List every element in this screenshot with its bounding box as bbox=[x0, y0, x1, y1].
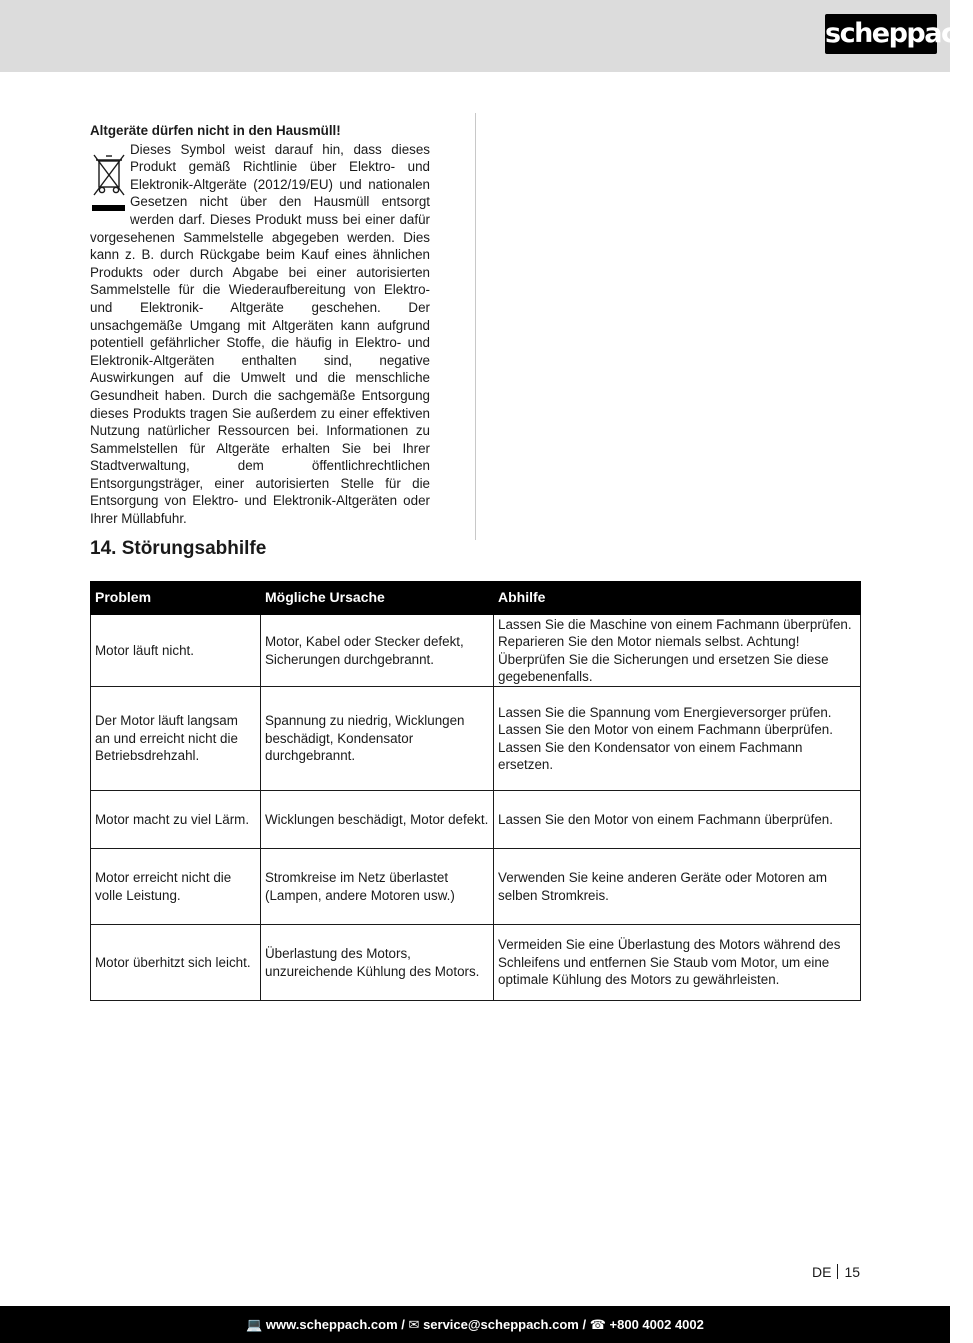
column-header-cause: Mögliche Ursache bbox=[261, 582, 494, 615]
page-number-divider bbox=[837, 1264, 838, 1279]
problem-cell: Motor erreicht nicht die volle Leistung. bbox=[91, 849, 261, 925]
problem-cell: Motor läuft nicht. bbox=[91, 615, 261, 687]
footer-band bbox=[0, 1306, 950, 1343]
phone-icon: ☎ bbox=[589, 1317, 606, 1332]
disposal-notice bbox=[90, 122, 430, 528]
crossed-out-wheelie-bin-icon bbox=[90, 145, 130, 217]
remedy-cell: Lassen Sie die Maschine von einem Fachmann überprüfen. Reparieren Sie den Motor niemals selbst. Achtung! Überprüfen Sie die Sicherungen und ersetzen Sie diese gegebenenfalls. bbox=[494, 615, 861, 687]
column-header-problem: Problem bbox=[91, 582, 261, 615]
remedy-cell: Verwenden Sie keine anderen Geräte oder Motoren am selben Stromkreis. bbox=[494, 849, 861, 925]
footer-separator: / bbox=[582, 1317, 587, 1332]
disposal-heading: Altgeräte dürfen nicht in den Hausmüll! bbox=[90, 123, 341, 138]
table-row bbox=[91, 925, 861, 1001]
mail-icon: ✉ bbox=[408, 1317, 420, 1332]
column-divider bbox=[475, 113, 476, 540]
table-header-row bbox=[91, 582, 861, 615]
brand-logo: scheppach bbox=[825, 14, 937, 54]
cause-cell: Spannung zu niedrig, Wicklungen beschädigt, Kondensator durchgebrannt. bbox=[261, 687, 494, 791]
table-row bbox=[91, 849, 861, 925]
troubleshooting-table bbox=[90, 581, 861, 1001]
footer-website: www.scheppach.com bbox=[265, 1317, 398, 1332]
remedy-cell: Vermeiden Sie eine Überlastung des Motors während des Schleifens und entfernen Sie Staub vom Motor, um eine optimale Kühlung des Motors zu gewährleisten. bbox=[494, 925, 861, 1001]
page-number bbox=[812, 1264, 860, 1280]
problem-cell: Der Motor läuft langsam an und erreicht nicht die Betriebsdrehzahl. bbox=[91, 687, 261, 791]
problem-cell: Motor macht zu viel Lärm. bbox=[91, 791, 261, 849]
footer-separator: / bbox=[401, 1317, 405, 1332]
computer-icon: 💻 bbox=[246, 1317, 263, 1332]
cause-cell: Überlastung des Motors, unzureichende Kühlung des Motors. bbox=[261, 925, 494, 1001]
cause-cell: Stromkreise im Netz überlastet (Lampen, andere Motoren usw.) bbox=[261, 849, 494, 925]
table-row bbox=[91, 687, 861, 791]
page-number-value: 15 bbox=[844, 1264, 861, 1280]
page-language: DE bbox=[812, 1264, 832, 1280]
table-row bbox=[91, 791, 861, 849]
table-row bbox=[91, 615, 861, 687]
column-header-remedy: Abhilfe bbox=[494, 582, 861, 615]
footer-email: service@scheppach.com bbox=[423, 1317, 579, 1332]
remedy-cell: Lassen Sie den Motor von einem Fachmann überprüfen. bbox=[494, 791, 861, 849]
header-band bbox=[0, 0, 950, 72]
cause-cell: Motor, Kabel oder Stecker defekt, Sicherungen durchgebrannt. bbox=[261, 615, 494, 687]
cause-cell: Wicklungen beschädigt, Motor defekt. bbox=[261, 791, 494, 849]
problem-cell: Motor überhitzt sich leicht. bbox=[91, 925, 261, 1001]
disposal-body: Dieses Symbol weist darauf hin, dass dieses Produkt gemäß Richtlinie über Elektro- und Elektronik-Altgeräte (2012/19/EU) und nationalen Gesetzen nicht über den Hausmüll entsorgt werden darf. Dieses Produkt muss bei einer dafür vorgesehenen Sammelstelle abgegeben werden. Dies kann z. B. durch Rückgabe beim Kauf eines ähnlichen Produkts oder durch Abgabe bei einer autorisierten Sammelstelle für die Wiederaufbereitung von Elektro- und Elektronik- Altgeräte geschehen. Der unsachgemäße Umgang mit Altgeräten kann aufgrund potentiell gefährlicher Stoffe, die häufig in Elektro- und Elektronik-Altgeräten enthalten sind, negative Auswirkungen auf die Umwelt und die menschliche Gesundheit haben. Durch die sachgemäße Entsorgung dieses Produkts tragen Sie außerdem zu einer effektiven Nutzung natürlicher Ressourcen bei. Informationen zu Sammelstellen für Altgeräte erhalten Sie bei Ihrer Stadtverwaltung, dem öffentlichrechtlichen Entsorgungsträger, einer autorisierten Stelle für die Entsorgung von Elektro- und Elektronik-Altgeräten oder Ihrer Müllabfuhr. bbox=[90, 141, 430, 527]
remedy-cell: Lassen Sie die Spannung vom Energieversorger prüfen. Lassen Sie den Motor von einem Fachmann überprüfen. Lassen Sie den Kondensator von einem Fachmann ersetzen. bbox=[494, 687, 861, 791]
footer-phone: +800 4002 4002 bbox=[609, 1317, 704, 1332]
section-title: 14. Störungsabhilfe bbox=[90, 538, 267, 559]
